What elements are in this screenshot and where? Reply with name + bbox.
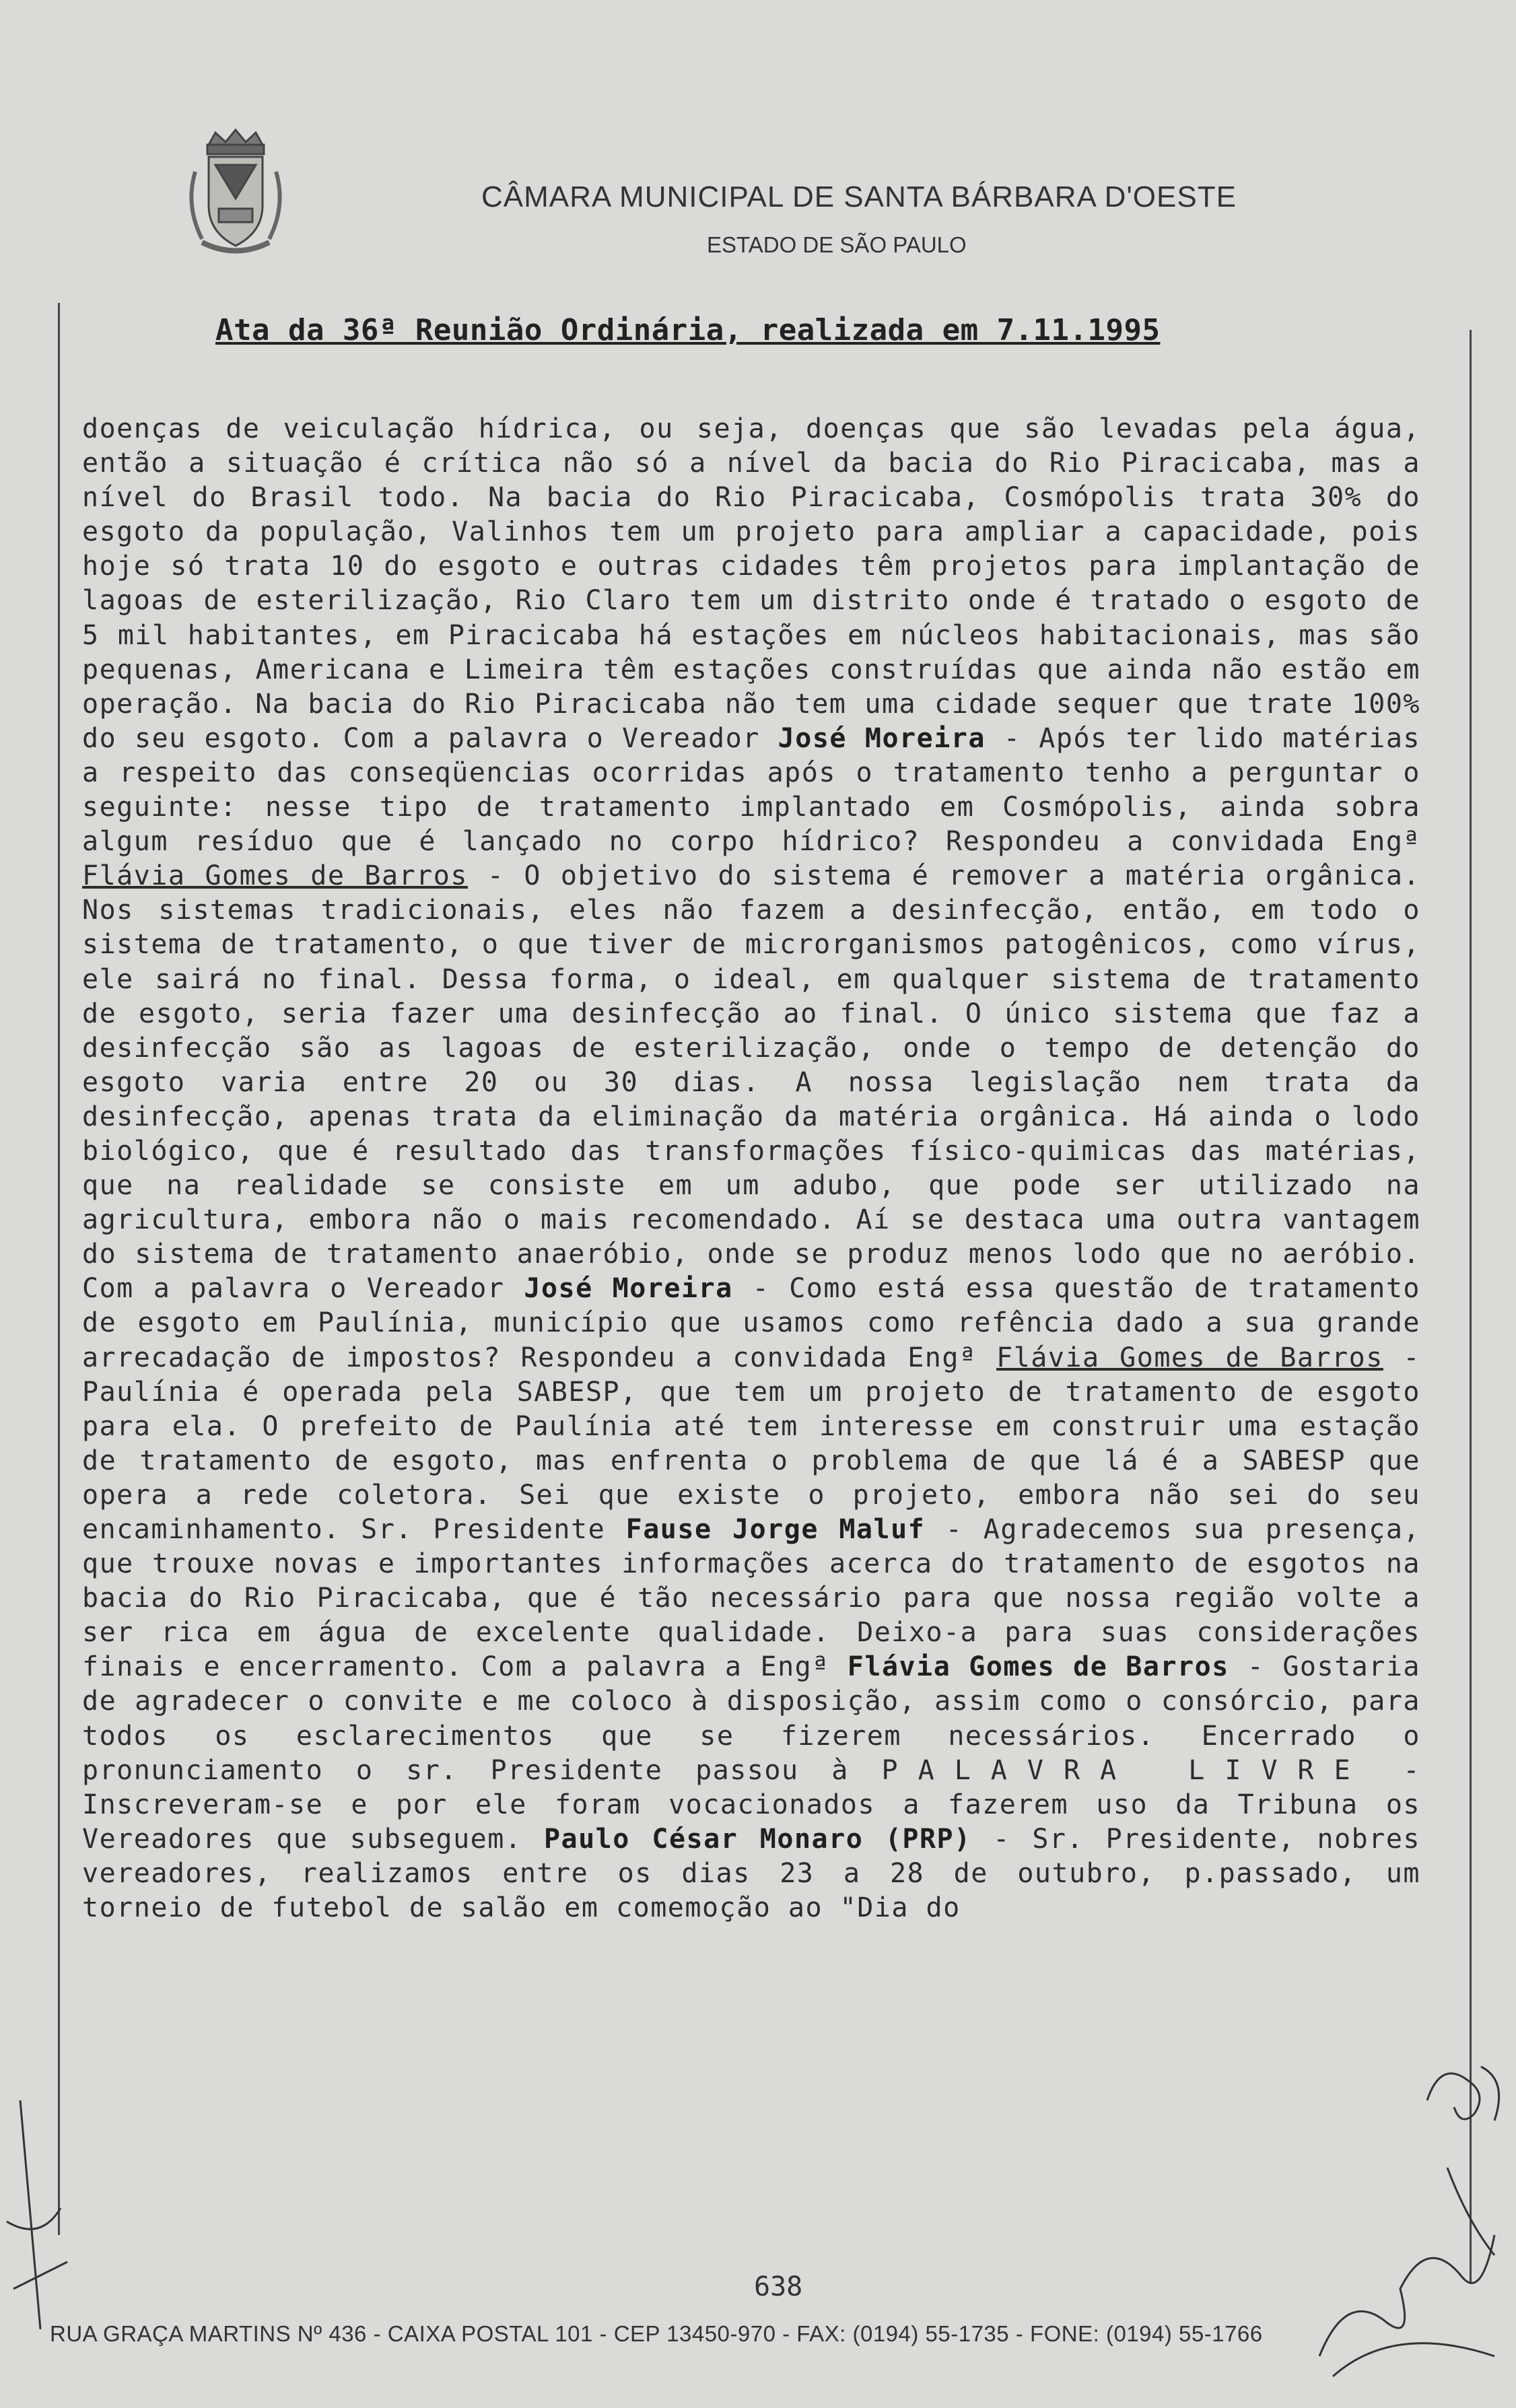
coat-of-arms-icon: [182, 125, 289, 259]
body-segment: - Inscreveram-se e por ele foram vocacionados a fazerem uso da Tribuna os Vereadores que subseguem.: [82, 1754, 1420, 1855]
body-segment: - Paulínia é operada pela SABESP, que tem um projeto de tratamento de esgoto para ela. O prefeito de Paulínia até tem interesse em construir uma estação de tratamento de esgoto, mas enfrenta o problema de que lá é a SABESP que opera a rede coletora. Sei que existe o projeto, embora não sei do seu encaminhamento. Sr. Presidente: [82, 1342, 1421, 1545]
minutes-title: Ata da 36ª Reunião Ordinária, realizada em 7.11.1995: [215, 313, 1161, 347]
speaker-name: José Moreira: [524, 1273, 733, 1305]
margin-rule-right: [1470, 330, 1472, 2282]
footer-address: RUA GRAÇA MARTINS Nº 436 - CAIXA POSTAL 101 - CEP 13450-970 - FAX: (0194) 55-1735 - FONE: (0194) 55-1766: [50, 2321, 1263, 2346]
body-segment: - Sr. Presidente, nobres vereadores, realizamos entre os dias 23 a 28 de outubro, p.passado, um torneio de futebol de salão em comemoção ao "Dia do: [82, 1823, 1421, 1924]
speaker-name: Paulo César Monaro (PRP): [543, 1823, 971, 1855]
institution-name: CÂMARA MUNICIPAL DE SANTA BÁRBARA D'OESTE: [481, 180, 1237, 213]
minutes-body: [82, 412, 1420, 1925]
section-label: PALAVRA LIVRE: [881, 1754, 1371, 1786]
body-segment: doenças de veiculação hídrica, ou seja, doenças que são levadas pela água, então a situação é crítica não só a nível da bacia do Rio Piracicaba, mas a nível do Brasil todo. Na bacia do Rio Piracicaba, Cosmópolis trata 30% do esgoto da população, Valinhos tem um projeto para ampliar a capacidade, pois hoje só trata 10 do esgoto e outras cidades têm projetos para implantação de lagoas de esterilização, Rio Claro tem um distrito onde é tratado o esgoto de 5 mil habitantes, em Piracicaba há estações em núcleos habitacionais, mas são pequenas, Americana e Limeira têm estações construídas que ainda não estão em operação. Na bacia do Rio Piracicaba não tem uma cidade sequer que trate 100% do seu esgoto. Com a palavra o Vereador: [82, 413, 1420, 754]
margin-rule-left: [58, 303, 60, 2235]
body-segment: - Agradecemos sua presença, que trouxe novas e importantes informações acerca do tratamento de esgotos na bacia do Rio Piracicaba, que é tão necessário para que nossa região volte a ser rica em água de excelente qualidade. Deixo-a para suas considerações finais e encerramento. Com a palavra a Engª: [82, 1514, 1421, 1683]
speaker-name: José Moreira: [778, 722, 986, 754]
guest-name-bold: Flávia Gomes de Barros: [847, 1651, 1229, 1683]
guest-name: Flávia Gomes de Barros: [82, 860, 468, 892]
guest-name: Flávia Gomes de Barros: [996, 1342, 1383, 1373]
body-segment: - O objetivo do sistema é remover a matéria orgânica. Nos sistemas tradicionais, eles não fazem a desinfecção, então, em todo o sistema de tratamento, o que tiver de microrganismos patogênicos, como vírus, ele sairá no final. Dessa forma, o ideal, em qualquer sistema de tratamento de esgoto, seria fazer uma desinfecção ao final. O único sistema que faz a desinfecção são as lagoas de esterilização, onde o tempo de detenção do esgoto varia entre 20 ou 30 dias. A nossa legislação nem trata da desinfecção, apenas trata da eliminação da matéria orgânica. Há ainda o lodo biológico, que é resultado das transformações físico-quimicas das matérias, que na realidade se consiste em um adubo, que pode ser utilizado na agricultura, embora não o mais recomendado. Aí se destaca uma outra vantagem do sistema de tratamento anaeróbio, onde se produz menos lodo que no aeróbio. Com a palavra o Vereador: [82, 860, 1420, 1305]
state-name: ESTADO DE SÃO PAULO: [707, 232, 967, 257]
page-number: 638: [754, 2271, 803, 2302]
body-segment: - Como está essa questão de tratamento de esgoto em Paulínia, município que usamos como refência dado a sua grande arrecadação de impostos? Respondeu a convidada Engª: [82, 1273, 1421, 1373]
body-segment: - Após ter lido matérias a respeito das conseqüencias ocorridas após o tratamento tenho a perguntar o seguinte: nesse tipo de tratamento implantado em Cosmópolis, ainda sobra algum resíduo que é lançado no corpo hídrico? Respondeu a convidada Engª: [82, 722, 1421, 858]
signature-right: [1293, 2154, 1515, 2397]
body-segment: - Gostaria de agradecer o convite e me coloco à disposição, assim como o consórcio, para todos os esclarecimentos que se fizerem necessários. Encerrado o pronunciamento o sr. Presidente passou à: [82, 1651, 1420, 1786]
president-name: Fause Jorge Maluf: [625, 1514, 926, 1545]
initials-mark: [1414, 2040, 1515, 2141]
